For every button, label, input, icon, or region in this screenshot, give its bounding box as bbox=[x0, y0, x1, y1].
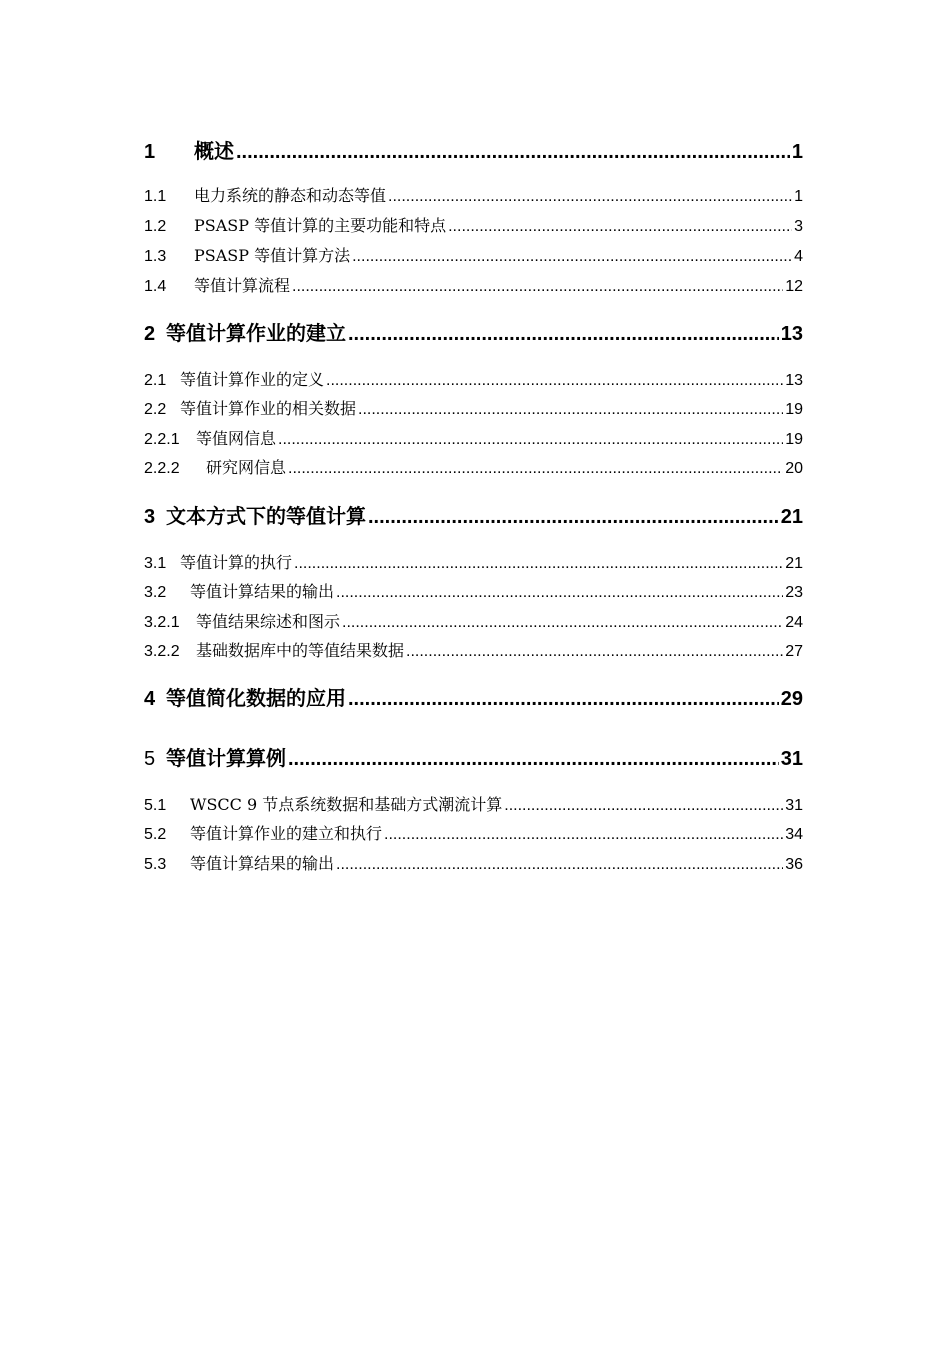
toc-page-number: 29 bbox=[780, 688, 803, 710]
toc-number: 2.1 bbox=[144, 372, 167, 389]
dot-leader bbox=[388, 185, 792, 208]
toc-entry-3-2-1[interactable] bbox=[144, 610, 803, 634]
toc-number: 3.2.1 bbox=[144, 614, 180, 631]
toc-number: 4 bbox=[144, 688, 156, 710]
toc-title: 等值计算结果的输出 bbox=[190, 582, 335, 601]
toc-number: 1.4 bbox=[144, 278, 167, 295]
dot-leader bbox=[336, 581, 783, 604]
toc-page-number: 34 bbox=[785, 826, 803, 843]
toc-page-number: 23 bbox=[785, 584, 803, 601]
toc-page-number: 13 bbox=[785, 372, 803, 389]
toc-page-number: 19 bbox=[785, 401, 803, 418]
toc-entry-2-2-1[interactable] bbox=[144, 427, 803, 451]
toc-title: 概述 bbox=[194, 139, 234, 163]
toc-number: 1 bbox=[144, 141, 156, 163]
toc-title: 等值计算作业的定义 bbox=[180, 370, 325, 389]
toc-entry-1-3[interactable] bbox=[144, 244, 803, 268]
toc-number: 1.3 bbox=[144, 248, 167, 265]
toc-page-number: 24 bbox=[785, 614, 803, 631]
toc-entry-4[interactable] bbox=[144, 684, 803, 712]
toc-page-number: 36 bbox=[785, 856, 803, 873]
dot-leader bbox=[288, 457, 783, 480]
toc-entry-3-1[interactable] bbox=[144, 551, 803, 575]
toc-title: 基础数据库中的等值结果数据 bbox=[196, 641, 405, 660]
dot-leader bbox=[292, 275, 783, 298]
toc-number: 1.1 bbox=[144, 188, 167, 205]
toc-page-number: 31 bbox=[785, 797, 803, 814]
toc-title: 等值计算作业的相关数据 bbox=[180, 399, 357, 418]
toc-entry-2-2[interactable] bbox=[144, 397, 803, 421]
toc-entry-3-2[interactable] bbox=[144, 580, 803, 604]
toc-number: 3.2 bbox=[144, 584, 167, 601]
toc-number: 3.2.2 bbox=[144, 643, 180, 660]
toc-page-number: 31 bbox=[780, 748, 803, 770]
dot-leader bbox=[294, 552, 783, 575]
dot-leader bbox=[384, 823, 783, 846]
toc-title: 等值计算算例 bbox=[166, 746, 286, 770]
toc-title: 文本方式下的等值计算 bbox=[166, 504, 366, 528]
toc-title: 电力系统的静态和动态等值 bbox=[194, 186, 387, 205]
toc-number: 3 bbox=[144, 506, 156, 528]
toc-page-number: 21 bbox=[785, 555, 803, 572]
toc-entry-5-3[interactable] bbox=[144, 852, 803, 876]
dot-leader bbox=[448, 215, 792, 238]
toc-title: 等值简化数据的应用 bbox=[166, 686, 346, 710]
toc-title: 等值计算作业的建立和执行 bbox=[190, 824, 383, 843]
toc-number: 2.2.1 bbox=[144, 431, 180, 448]
toc-title: WSCC 9 节点系统数据和基础方式潮流计算 bbox=[190, 795, 503, 814]
toc-page-number: 27 bbox=[785, 643, 803, 660]
toc-entry-1-2[interactable] bbox=[144, 214, 803, 238]
toc-page-number: 3 bbox=[794, 218, 803, 235]
toc-entry-5-2[interactable] bbox=[144, 822, 803, 846]
dot-leader bbox=[326, 369, 783, 392]
toc-title: 研究网信息 bbox=[206, 458, 287, 477]
toc-page-number: 19 bbox=[785, 431, 803, 448]
toc-entry-5-1[interactable] bbox=[144, 793, 803, 817]
toc-title: 等值结果综述和图示 bbox=[196, 612, 341, 631]
toc-title: 等值计算作业的建立 bbox=[166, 321, 346, 345]
toc-entry-3-2-2[interactable] bbox=[144, 639, 803, 663]
toc-title: 等值计算流程 bbox=[194, 276, 291, 295]
toc-entry-2-1[interactable] bbox=[144, 368, 803, 392]
dot-leader bbox=[368, 503, 779, 530]
toc-title: 等值计算的执行 bbox=[180, 553, 293, 572]
toc-number: 1.2 bbox=[144, 218, 167, 235]
toc-page-number: 13 bbox=[780, 323, 803, 345]
toc-title: PSASP 等值计算的主要功能和特点 bbox=[194, 216, 447, 235]
toc-title: 等值计算结果的输出 bbox=[190, 854, 335, 873]
dot-leader bbox=[406, 640, 783, 663]
toc-page-number: 21 bbox=[780, 506, 803, 528]
dot-leader bbox=[348, 685, 779, 712]
toc-number: 3.1 bbox=[144, 555, 167, 572]
toc-entry-2[interactable] bbox=[144, 319, 803, 347]
dot-leader bbox=[358, 398, 783, 421]
dot-leader bbox=[278, 428, 783, 451]
toc-entry-3[interactable] bbox=[144, 502, 803, 530]
dot-leader bbox=[342, 611, 783, 634]
dot-leader bbox=[348, 320, 779, 347]
toc-entry-1[interactable] bbox=[144, 137, 803, 165]
toc-number: 5.2 bbox=[144, 826, 167, 843]
toc-page-number: 1 bbox=[794, 188, 803, 205]
toc-number: 5.3 bbox=[144, 856, 167, 873]
toc-number: 2 bbox=[144, 323, 156, 345]
dot-leader bbox=[336, 853, 783, 876]
toc-entry-2-2-2[interactable] bbox=[144, 456, 803, 480]
toc-page-number: 4 bbox=[794, 248, 803, 265]
toc-number: 5.1 bbox=[144, 797, 167, 814]
toc-page-number: 12 bbox=[785, 278, 803, 295]
toc-number: 5 bbox=[144, 748, 156, 770]
toc-entry-5[interactable] bbox=[144, 744, 803, 772]
dot-leader bbox=[504, 794, 783, 817]
dot-leader bbox=[288, 745, 779, 772]
dot-leader bbox=[352, 245, 792, 268]
toc-title: PSASP 等值计算方法 bbox=[194, 246, 351, 265]
toc-entry-1-4[interactable] bbox=[144, 274, 803, 298]
toc-title: 等值网信息 bbox=[196, 429, 277, 448]
toc-entry-1-1[interactable] bbox=[144, 184, 803, 208]
toc-page-number: 1 bbox=[791, 141, 803, 163]
dot-leader bbox=[236, 138, 790, 165]
toc-page-number: 20 bbox=[785, 460, 803, 477]
toc-number: 2.2.2 bbox=[144, 460, 180, 477]
toc-number: 2.2 bbox=[144, 401, 167, 418]
